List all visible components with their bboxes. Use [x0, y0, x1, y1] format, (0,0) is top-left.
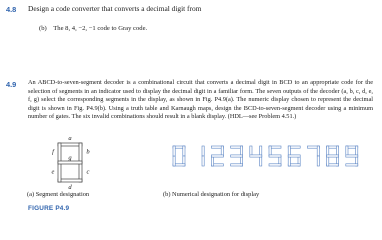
digit-segment-e — [173, 156, 175, 166]
problem-text: An ABCD-to-seven-segment decoder is a combinational circuit that converts a decimal digit in BCD to an appropriate code for the selection of segments in an indicator used to display the decimal digit in a familiar form. The seven outputs of the decoder (a, b, c, d, e, f, g) select the corresponding segments in the display, as shown in Fig. P4.9(a). The numeric display chosen to represent the decimal digit is shown in Fig. P4.9(b). Using a truth table and Karnaugh maps, design the BCD-to-seven-segment decoder using a minimum number of gates. The six invalid combinations should result in a blank display. (HDL—see Problem 4.51.) — [28, 79, 373, 121]
digit-segment-c — [202, 156, 204, 166]
segment-label-g: g — [68, 154, 72, 162]
segment-label-f: f — [52, 148, 54, 156]
segment-f — [58, 143, 61, 163]
digit-segment-g — [231, 155, 243, 157]
digit-segment-g — [211, 155, 223, 157]
digit-segment-f — [250, 146, 252, 156]
digit-segment-b — [260, 146, 262, 156]
display-digit-7 — [307, 146, 319, 166]
caption-b: (b) Numerical designation for display — [163, 191, 260, 198]
digit-segment-g — [269, 155, 281, 157]
segment-b — [79, 143, 82, 163]
numerical-display-digits — [173, 146, 358, 166]
digit-segment-b — [221, 146, 223, 156]
digit-segment-g — [346, 155, 358, 157]
display-digit-6 — [288, 146, 300, 166]
digit-segment-b — [317, 146, 319, 156]
digit-segment-b — [240, 146, 242, 156]
digit-segment-d — [269, 164, 281, 166]
segment-e — [58, 163, 61, 183]
segment-label-e: e — [51, 168, 55, 176]
digit-segment-e — [211, 156, 213, 166]
display-digit-5 — [269, 146, 281, 166]
caption-a: (a) Segment designation — [27, 191, 90, 198]
digit-segment-b — [356, 146, 358, 156]
digit-segment-e — [327, 156, 329, 166]
digit-segment-f — [346, 146, 348, 156]
display-digit-8 — [327, 146, 339, 166]
segment-d — [58, 179, 82, 182]
digit-segment-g — [327, 155, 339, 157]
problem-part-b: (b) The 8, 4, −2, −1 code to Gray code. — [39, 25, 148, 32]
digit-segment-f — [327, 146, 329, 156]
digit-segment-e — [288, 156, 290, 166]
digit-segment-c — [317, 156, 319, 166]
digit-segment-f — [288, 146, 290, 156]
digit-segment-g — [288, 155, 300, 157]
segment-label-c: c — [86, 168, 90, 176]
digit-segment-d — [346, 164, 358, 166]
digit-segment-c — [260, 156, 262, 166]
problem-text: Design a code converter that converts a decimal digit from — [28, 4, 202, 13]
digit-segment-f — [173, 146, 175, 156]
display-digit-9 — [346, 146, 358, 166]
segment-label-a: a — [68, 135, 72, 142]
digit-segment-d — [231, 164, 243, 166]
segment-label-d: d — [68, 184, 72, 191]
digit-segment-g — [250, 155, 262, 157]
problem-number: 4.9 — [6, 80, 17, 89]
digit-segment-b — [336, 146, 338, 156]
problem-number: 4.8 — [6, 5, 17, 14]
digit-segment-f — [269, 146, 271, 156]
digit-segment-b — [202, 146, 204, 156]
display-digit-1 — [202, 146, 204, 166]
digit-segment-b — [183, 146, 185, 156]
figure-label: FIGURE P4.9 — [28, 205, 70, 212]
display-digit-2 — [211, 146, 223, 166]
segment-a — [58, 143, 82, 146]
display-digit-4 — [250, 146, 262, 166]
segment-designation-diagram — [52, 135, 91, 191]
display-digit-0 — [173, 146, 185, 166]
display-digit-3 — [231, 146, 243, 166]
segment-label-b: b — [86, 148, 90, 156]
